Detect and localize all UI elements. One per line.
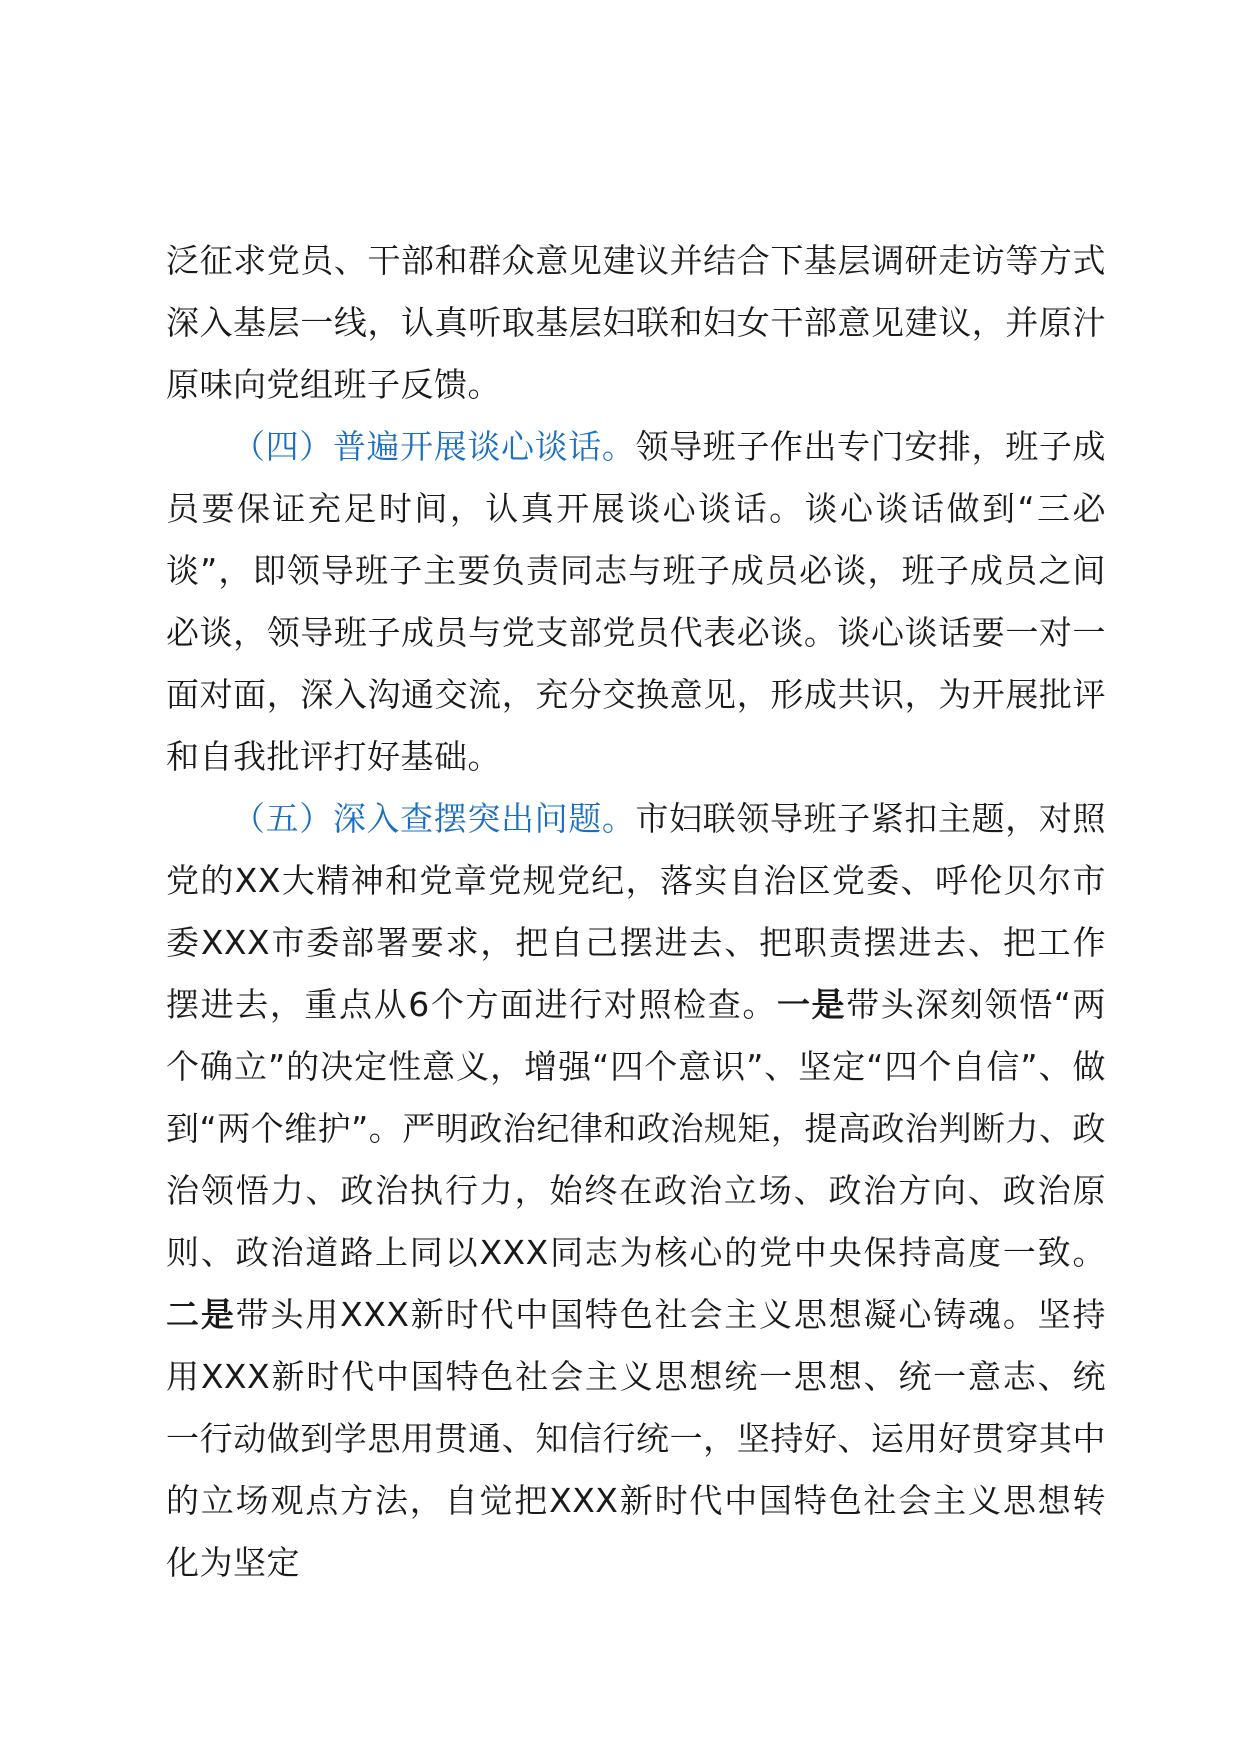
document-page bbox=[166, 230, 1106, 1594]
paragraph-text: 带头深刻领悟“两个确立”的决定性意义，增强“四个意识”、坚定“四个自信”、做到“两个维护”。严明政治纪律和政治规矩，提高政治判断力、政治领悟力、政治执行力，始终在政治立场、政治方向、政治原则、政治道路上同以XXX同志为核心的党中央保持高度一致。 bbox=[166, 985, 1107, 1272]
bold-marker-one: 一是 bbox=[776, 985, 847, 1024]
paragraph-continuation bbox=[166, 230, 1106, 416]
paragraph-identify-problems bbox=[166, 788, 1106, 1594]
paragraph-text: 带头用XXX新时代中国特色社会主义思想凝心铸魂。坚持用XXX新时代中国特色社会主义思想统一思想、统一意志、统一行动做到学思用贯通、知信行统一，坚持好、运用好贯穿其中的立场观点方法，自觉把XXX新时代中国特色社会主义思想转化为坚定 bbox=[166, 1295, 1106, 1582]
paragraph-heart-to-heart-talks bbox=[166, 416, 1106, 788]
section-heading-five: （五）深入查摆突出问题。 bbox=[232, 799, 636, 838]
paragraph-text: 领导班子作出专门安排，班子成员要保证充足时间，认真开展谈心谈话。谈心谈话做到“三必谈”，即领导班子主要负责同志与班子成员必谈，班子成员之间必谈，领导班子成员与党支部党员代表必谈。谈心谈话要一对一面对面，深入沟通交流，充分交换意见，形成共识，为开展批评和自我批评打好基础。 bbox=[166, 427, 1107, 776]
section-heading-four: （四）普遍开展谈心谈话。 bbox=[232, 427, 636, 466]
paragraph-text: 市妇联领导班子紧扣主题，对照党的XX大精神和党章党规党纪，落实自治区党委、呼伦贝尔市委XXX市委部署要求，把自己摆进去、把职责摆进去、把工作摆进去，重点从6个方面进行对照检查。 bbox=[166, 799, 1107, 1024]
bold-marker-two: 二是 bbox=[166, 1295, 236, 1334]
paragraph-text: 泛征求党员、干部和群众意见建议并结合下基层调研走访等方式深入基层一线，认真听取基层妇联和妇女干部意见建议，并原汁原味向党组班子反馈。 bbox=[166, 241, 1106, 404]
